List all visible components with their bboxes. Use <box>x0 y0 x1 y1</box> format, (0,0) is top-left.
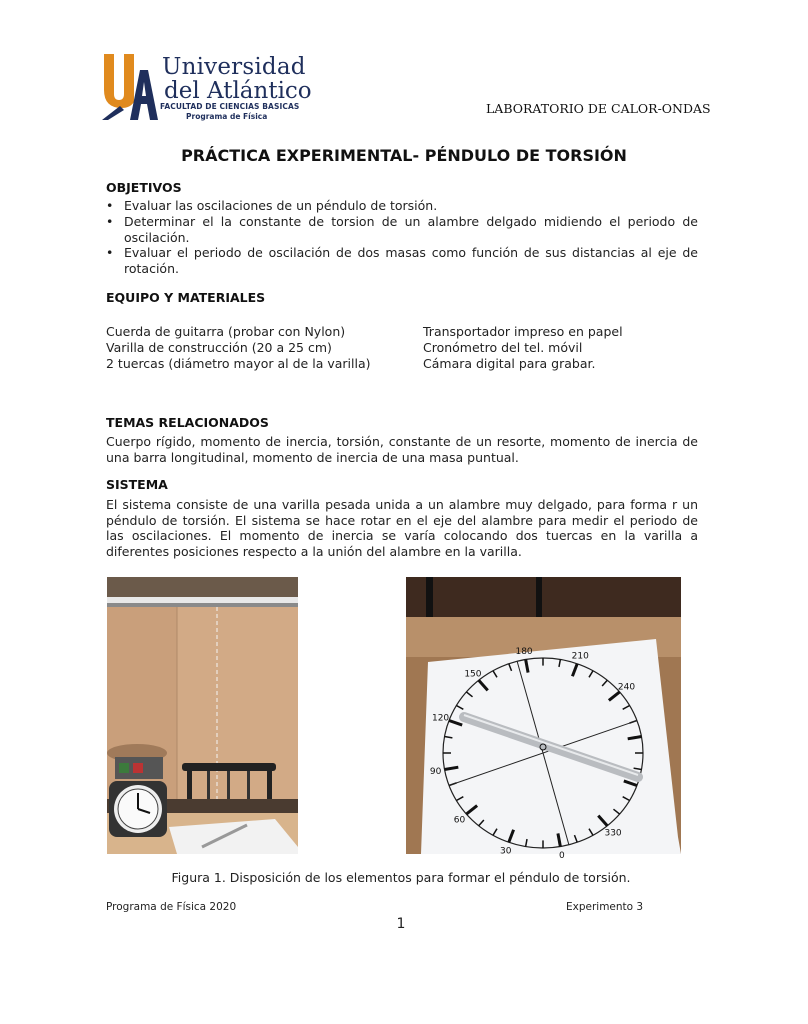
protractor-label: 60 <box>453 815 466 826</box>
bullet-icon: • <box>106 245 114 260</box>
material-item: Cuerda de guitarra (probar con Nylon) <box>106 324 346 339</box>
protractor-label: 330 <box>604 828 622 839</box>
system-text: El sistema consiste de una varilla pesada unida a un alambre muy delgado, para forma r un péndulo de torsión. El sistema se hace rotar en el eje del alambre para medir el periodo de las oscilaciones. El momento de inercia se varía colocando dos tuercas en la varilla a diferentes posiciones respecto a la unión del alambre en la varilla. <box>106 497 698 559</box>
material-item: Cámara digital para grabar. <box>423 356 596 371</box>
objective-item: • Determinar el la constante de torsion de un alambre delgado midiendo el periodo de oscilación. <box>106 214 698 245</box>
lab-title: LABORATORIO DE CALOR-ONDAS <box>486 101 711 116</box>
pendulum-setup-photo <box>107 577 298 854</box>
protractor-label: 210 <box>571 651 589 662</box>
protractor-label: 150 <box>464 669 482 680</box>
material-item: Varilla de construcción (20 a 25 cm) <box>106 340 332 355</box>
topics-text: Cuerpo rígido, momento de inercia, torsión, constante de un resorte, momento de inercia de una barra longitudinal, momento de inercia de una masa puntual. <box>106 434 698 465</box>
university-name-line1: Universidad <box>162 54 306 80</box>
objective-item: • Evaluar las oscilaciones de un péndulo de torsión. <box>106 198 438 213</box>
material-item: Cronómetro del tel. móvil <box>423 340 583 355</box>
program-name: Programa de Física <box>186 112 268 121</box>
protractor-label: 90 <box>429 766 442 777</box>
protractor-label: 120 <box>431 713 450 724</box>
objectives-heading: OBJETIVOS <box>106 180 182 195</box>
materials-heading: EQUIPO Y MATERIALES <box>106 290 266 305</box>
protractor-label: 180 <box>515 647 533 658</box>
figure-caption: Figura 1. Disposición de los elementos para formar el péndulo de torsión. <box>171 870 631 885</box>
protractor-label: 0 <box>559 850 565 861</box>
material-item: 2 tuercas (diámetro mayor al de la varilla) <box>106 356 371 371</box>
university-logo <box>100 50 160 124</box>
footer-experiment: Experimento 3 <box>566 901 644 913</box>
page-number: 1 <box>396 916 406 932</box>
university-name-line2: del Atlántico <box>164 78 312 104</box>
footer-program: Programa de Física 2020 <box>106 901 237 913</box>
protractor-label: 30 <box>499 846 512 857</box>
protractor-label: 240 <box>617 682 636 693</box>
topics-heading: TEMAS RELACIONADOS <box>106 415 269 430</box>
objective-item: • Evaluar el periodo de oscilación de dos masas como función de sus distancias al eje de rotación. <box>106 245 698 276</box>
bullet-icon: • <box>106 198 114 213</box>
page-title: PRÁCTICA EXPERIMENTAL- PÉNDULO DE TORSIÓN <box>181 146 627 165</box>
material-item: Transportador impreso en papel <box>423 324 623 339</box>
faculty-name: FACULTAD DE CIENCIAS BASICAS <box>160 102 300 111</box>
bullet-icon: • <box>106 214 114 229</box>
protractor-photo <box>406 577 681 861</box>
system-heading: SISTEMA <box>106 477 168 492</box>
